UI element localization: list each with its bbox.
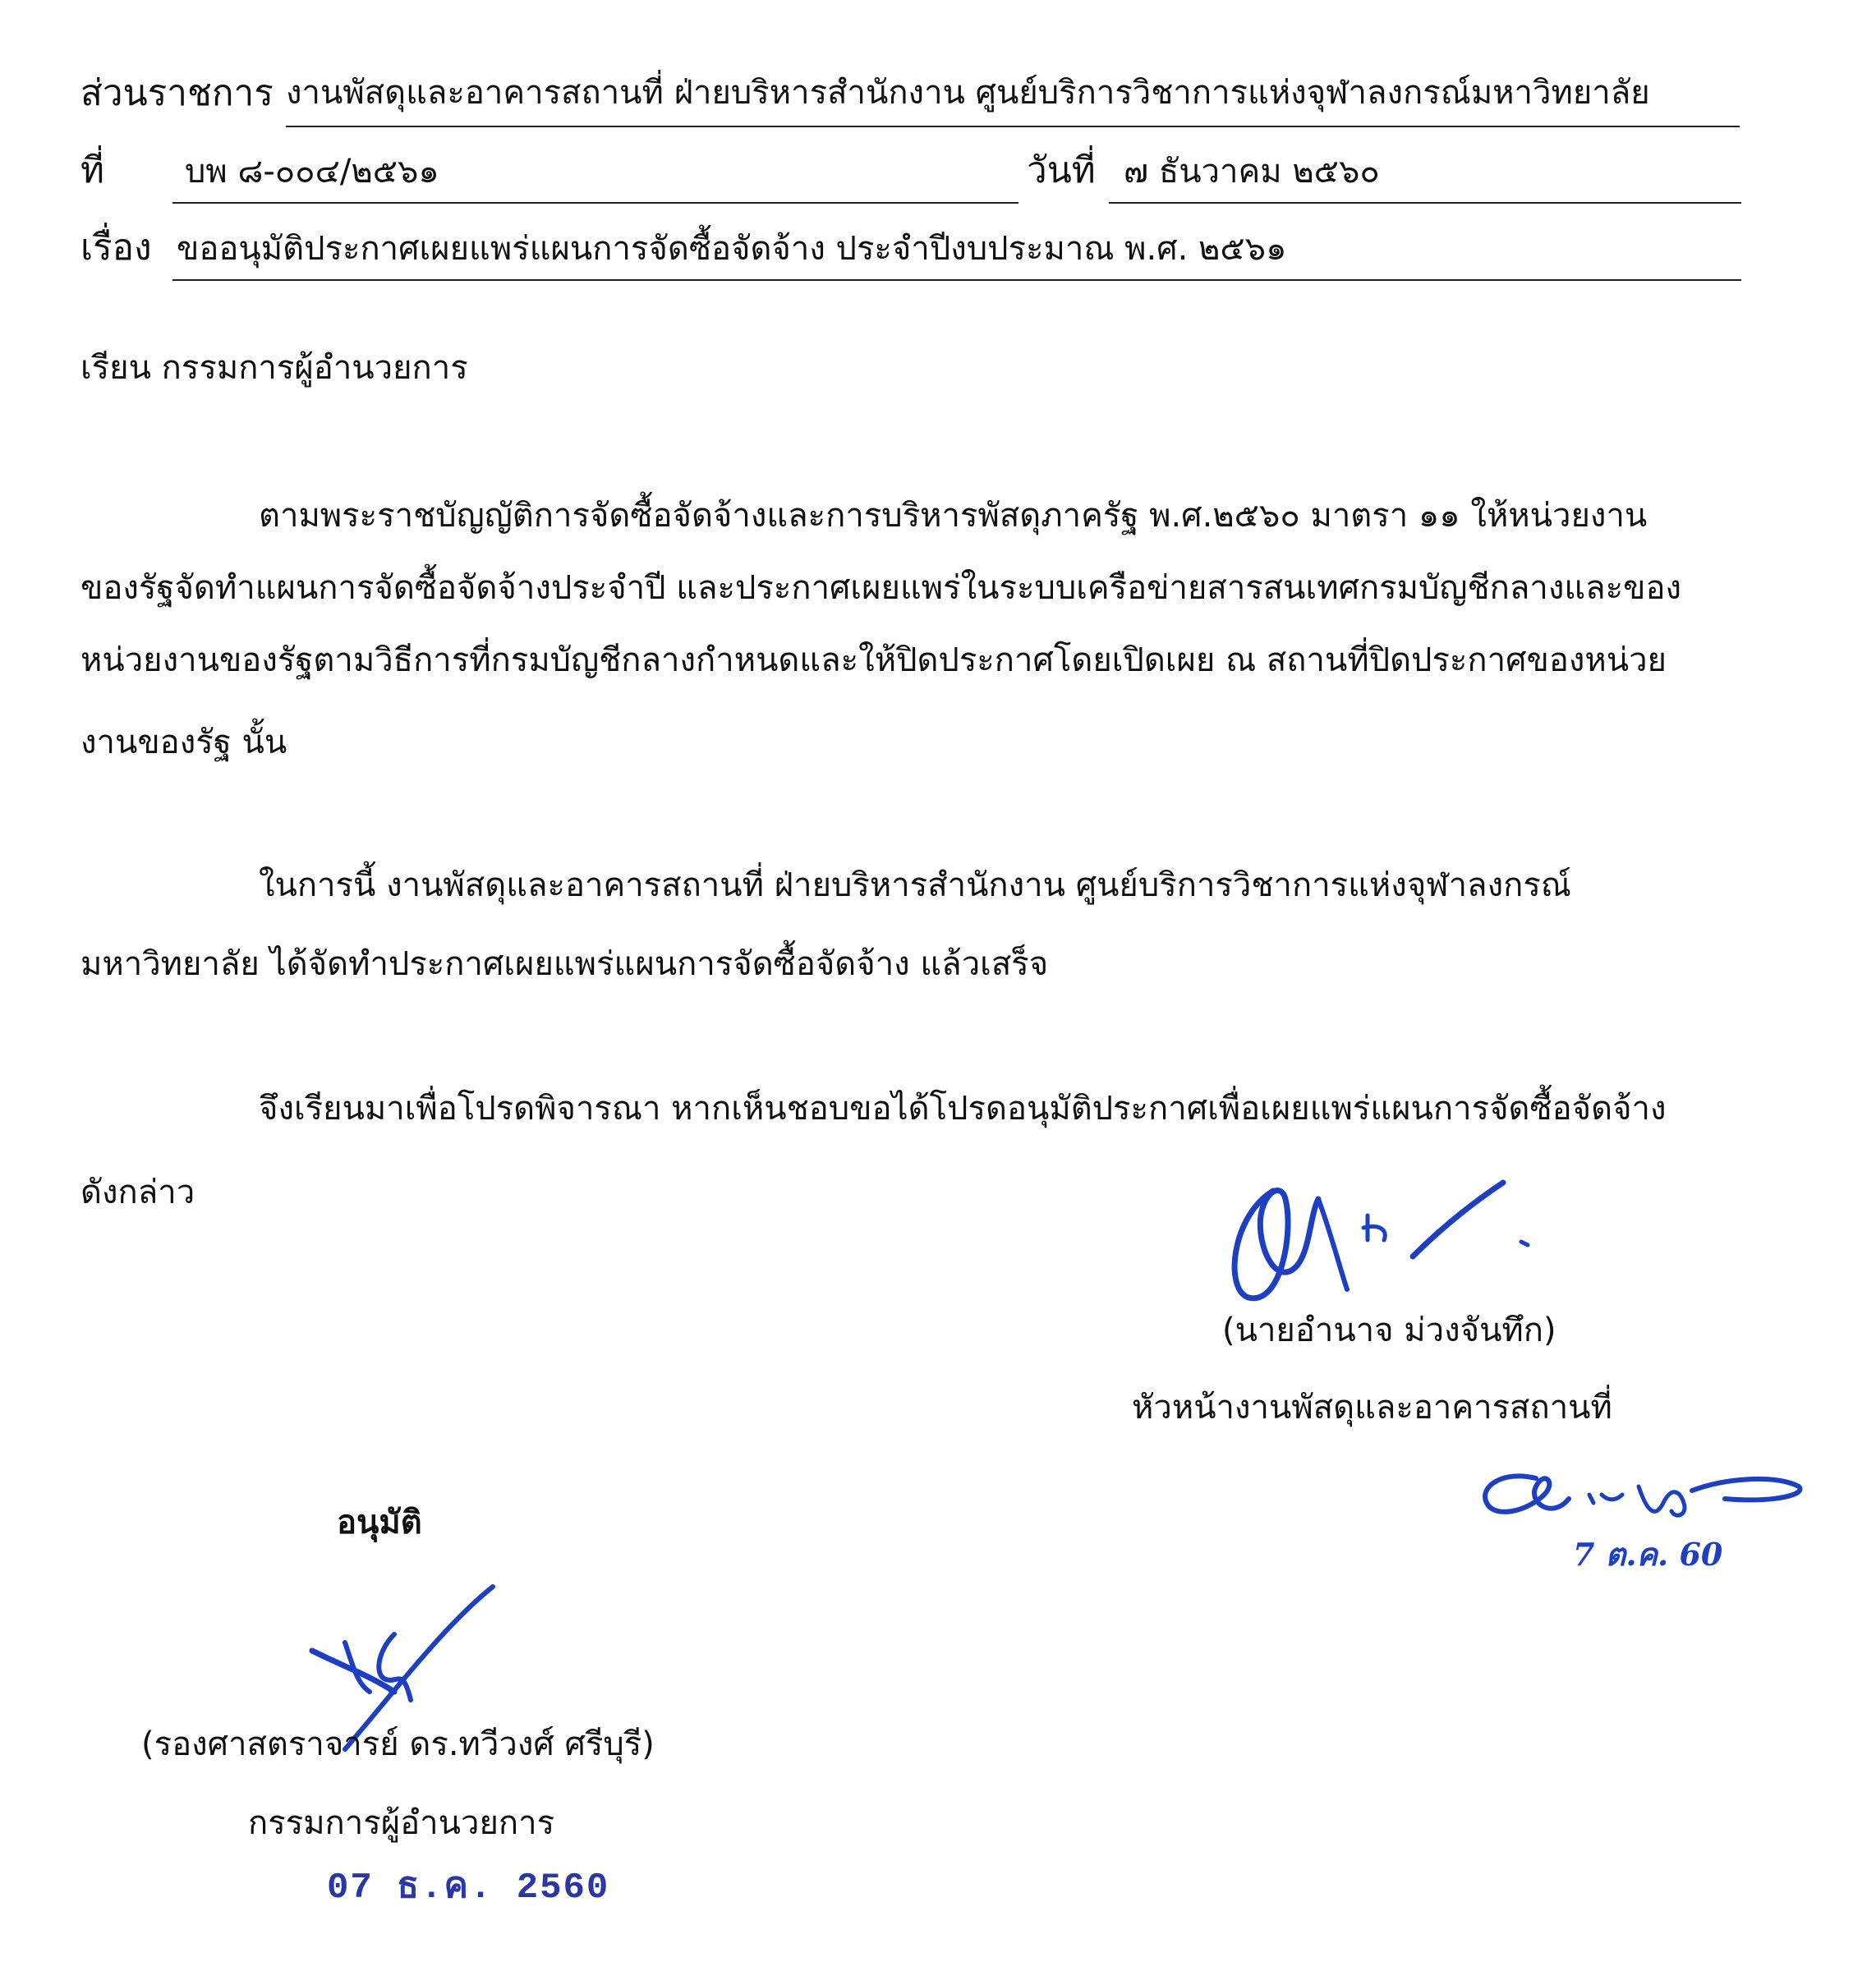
p2-line-2: มหาวิทยาลัย ได้จัดทำประกาศเผยแพร่แผนการจัดซื้อจัดจ้าง แล้วเสร็จ [80,945,1049,983]
signature-1-image [1216,1166,1561,1314]
subject-label: เรื่อง [80,227,152,269]
date-label: วันที่ [1027,149,1096,191]
ref-rule [172,202,1018,204]
signer1-name: (นายอำนาจ ม่วงจันทึก) [1222,1312,1556,1349]
p2-line-1: ในการนี้ งานพัสดุและอาคารสถานที่ ฝ่ายบริหารสำนักงาน ศูนย์บริการวิชาการแห่งจุฬาลงกรณ์ [259,866,1571,904]
p3-line-1: จึงเรียนมาเพื่อโปรดพิจารณา หากเห็นชอบขอได้โปรดอนุมัติประกาศเพื่อเผยแพร่แผนการจัดซื้อจัดจ้าง [259,1090,1667,1128]
approver-position: กรรมการผู้อำนวยการ [248,1804,555,1842]
p1-line-1: ตามพระราชบัญญัติการจัดซื้อจัดจ้างและการบริหารพัสดุภาครัฐ พ.ศ.๒๕๖๐ มาตรา ๑๑ ให้หน่วยงาน [259,497,1648,535]
date-value: ๗ ธันวาคม ๒๕๖๐ [1124,153,1380,191]
ref-label: ที่ [80,149,105,191]
signer1-position: หัวหน้างานพัสดุและอาคารสถานที่ [1132,1389,1612,1427]
section-rule [286,126,1740,127]
date-rule [1109,202,1741,204]
p1-line-2: ของรัฐจัดทำแผนการจัดซื้อจัดจ้างประจำปี และประกาศเผยแพร่ในระบบเครือข่ายสารสนเทศกรมบัญชีกลางและของ [80,569,1682,607]
section-value: งานพัสดุและอาคารสถานที่ ฝ่ายบริหารสำนักงาน ศูนย์บริการวิชาการแห่งจุฬาลงกรณ์มหาวิทยาลัย [286,74,1650,112]
section-label: ส่วนราชการ [80,72,274,114]
salutation: เรียน กรรมการผู้อำนวยการ [80,349,468,387]
date-stamp: 07 ธ.ค. 2560 [327,1868,610,1909]
approver-name: (รองศาสตราจารย์ ดร.ทวีวงศ์ ศรีบุรี) [141,1725,655,1763]
ref-value: บพ ๘-๐๐๔/๒๕๖๑ [185,153,439,191]
p1-line-4: งานของรัฐ นั้น [80,724,287,761]
subject-value: ขออนุมัติประกาศเผยแพร่แผนการจัดซื้อจัดจ้าง ประจำปีงบประมาณ พ.ศ. ๒๕๖๑ [177,230,1287,268]
p3-line-2: ดังกล่าว [80,1174,195,1211]
subject-rule [172,279,1741,281]
initials-date: 7 ต.ค. 60 [1573,1536,1723,1573]
p1-line-3: หน่วยงานของรัฐตามวิธีการที่กรมบัญชีกลางกำหนดและให้ปิดประกาศโดยเปิดเผย ณ สถานที่ปิดประกาศของหน่วย [80,641,1667,679]
approval-label: อนุมัติ [337,1504,422,1541]
